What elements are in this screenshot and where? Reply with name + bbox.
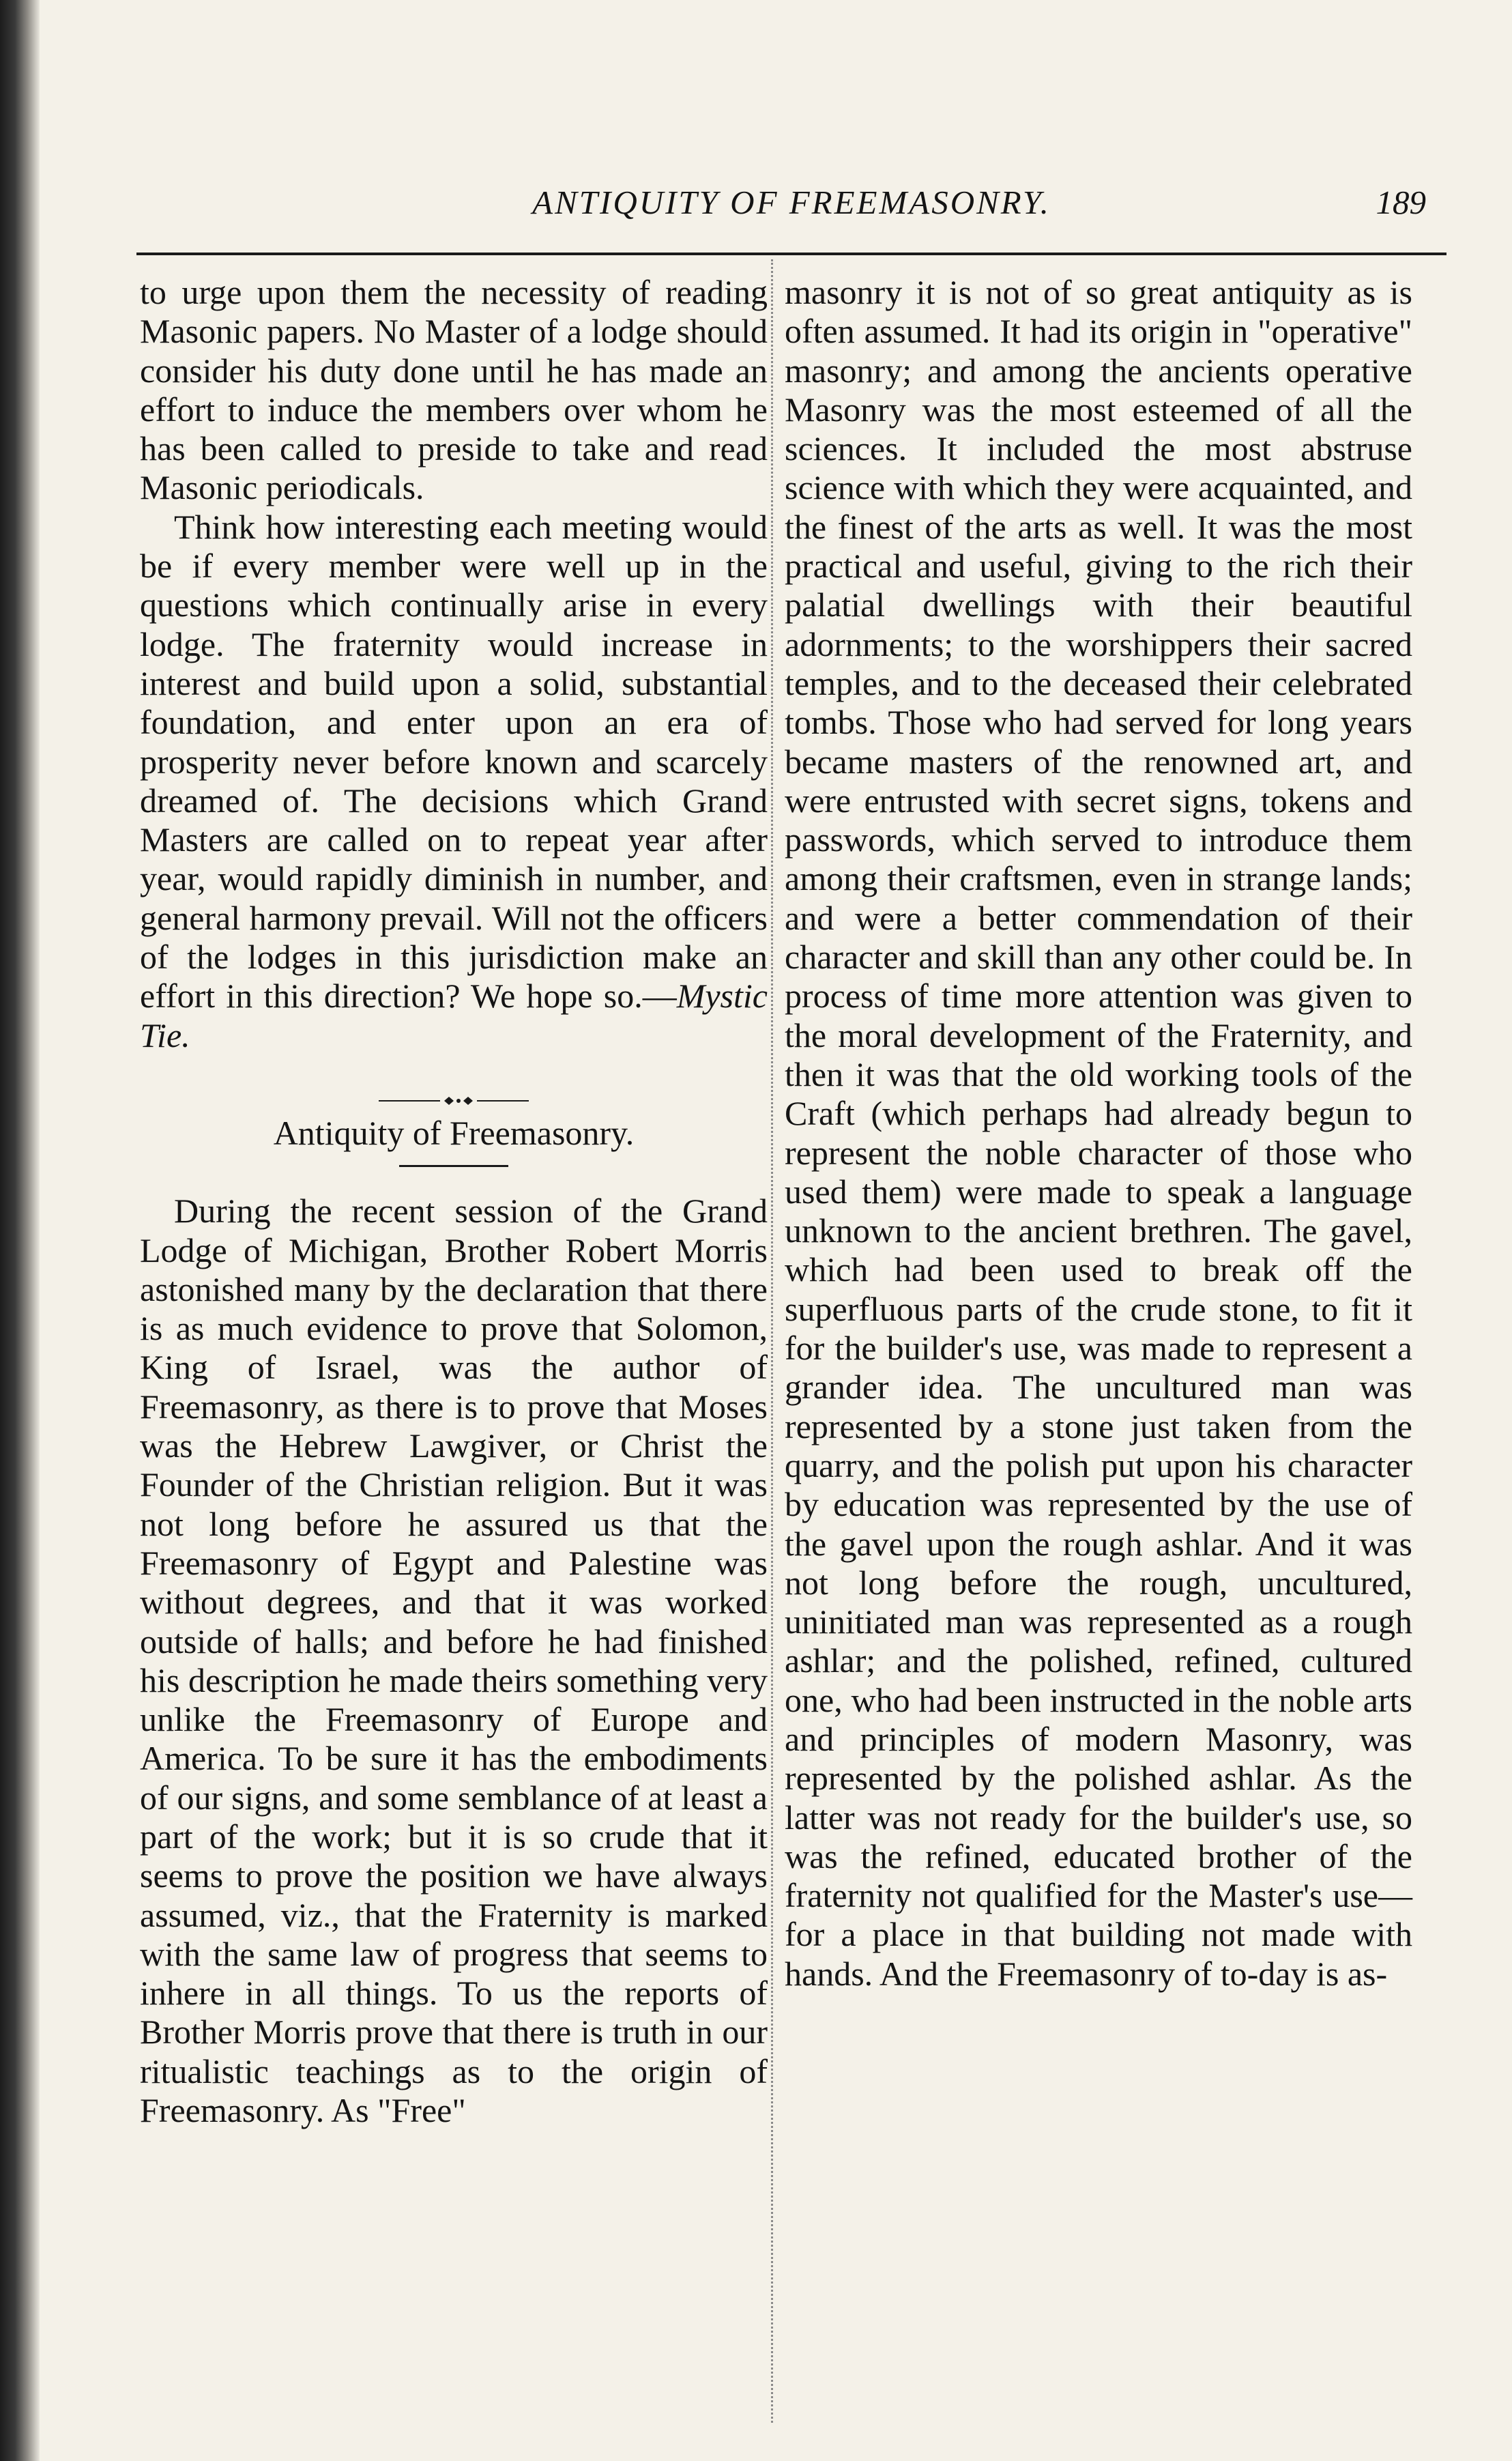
heading-rule [399,1165,508,1167]
ornament-rule-icon [351,1094,556,1108]
column-divider [771,259,773,2423]
paragraph-continued: to urge upon them the necessity of reading Masonic papers. No Master of a lodge should consider his duty done until he has made an effort to induce the members over whom he has been called to preside to take and read Masonic periodicals. [140,273,768,507]
paragraph-text: Think how interesting each meeting would be if every member were well up in the questions which continually arise in every lodge. The fraternity would increase in interest and build upon a solid, substantial foundation, and enter upon an era of prosperity never before known and scarcely dreamed of. The decisions which Grand Masters are called on to repeat year after year, would rapidly diminish in number, and general harmony prevail. Will not the officers of the lodges in this jurisdiction make an effort in this direction? We hope so.— [140,507,768,1016]
paragraph-during: During the recent session of the Grand Lodge of Michigan, Brother Robert Morris astonished many by the declaration that there is as much evidence to prove that Solomon, King of Israel, was the author of Freemasonry, as there is to prove that Moses was the Hebrew Lawgiver, or Christ the Founder of the Christian religion. But it was not long before he assured us that the Freemasonry of Egypt and Palestine was without degrees, and that it was worked outside of halls; and before he had finished his description he made theirs something very unlike the Freemasonry of Europe and America. To be sure it has the embodiments of our signs, and some semblance of at least a part of the work; but it is so crude that it seems to prove the position we have always assumed, viz., that the Fraternity is marked with the same law of progress that seems to inhere in all things. To us the reports of Brother Morris prove that there is truth in our ritualistic teachings as to the origin of Freemasonry. As "Free" [140,1192,768,2130]
source-attribution: Mystic Tie. [140,977,768,1054]
left-column [140,273,768,2130]
right-column [785,273,1412,1994]
page-binding-edge [0,0,40,2461]
running-title: ANTIQUITY OF FREEMASONRY. [532,184,1051,221]
paragraph-masonry: masonry it is not of so great antiquity as is often assumed. It had its origin in "operative" masonry; and among the ancients operative Masonry was the most esteemed of all the sciences. It included the most abstruse science with which they were acquainted, and the finest of the arts as well. It was the most practical and useful, giving to the rich their palatial dwellings with their beautiful adornments; to the worshippers their sacred temples, and to the deceased their celebrated tombs. Those who had served for long years became masters of the renowned art, and were entrusted with secret signs, tokens and passwords, which served to introduce them among their craftsmen, even in strange lands; and were a better commendation of their character and skill than any other could be. In process of time more attention was given to the moral development of the Fraternity, and then it was that the old working tools of the Craft (which perhaps had already begun to represent the noble character of those who used them) were made to speak a language unknown to the ancient brethren. The gavel, which had been used to break off the superfluous parts of the crude stone, to fit it for the builder's use, was made to represent a grander idea. The uncultured man was represented by a stone just taken from the quarry, and the polish put upon his character by education was represented by the use of the gavel upon the rough ashlar. And it was not long before the rough, uncultured, uninitiated man was represented as a rough ashlar; and the polished, refined, cultured one, who had been instructed in the noble arts and principles of modern Masonry, was represented by the polished ashlar. As the latter was not ready for the builder's use, so was the refined, educated brother of the fraternity not qualified for the Master's use—for a place in that building not made with hands. And the Freemasonry of to-day is as- [785,273,1412,1993]
page-number: 189 [1376,184,1426,221]
header-rule [136,253,1446,255]
article-heading: Antiquity of Freemasonry. [273,1113,635,1152]
paragraph-think-how [140,508,768,1055]
page-header [136,171,1446,225]
section-ornament [140,1077,768,1097]
